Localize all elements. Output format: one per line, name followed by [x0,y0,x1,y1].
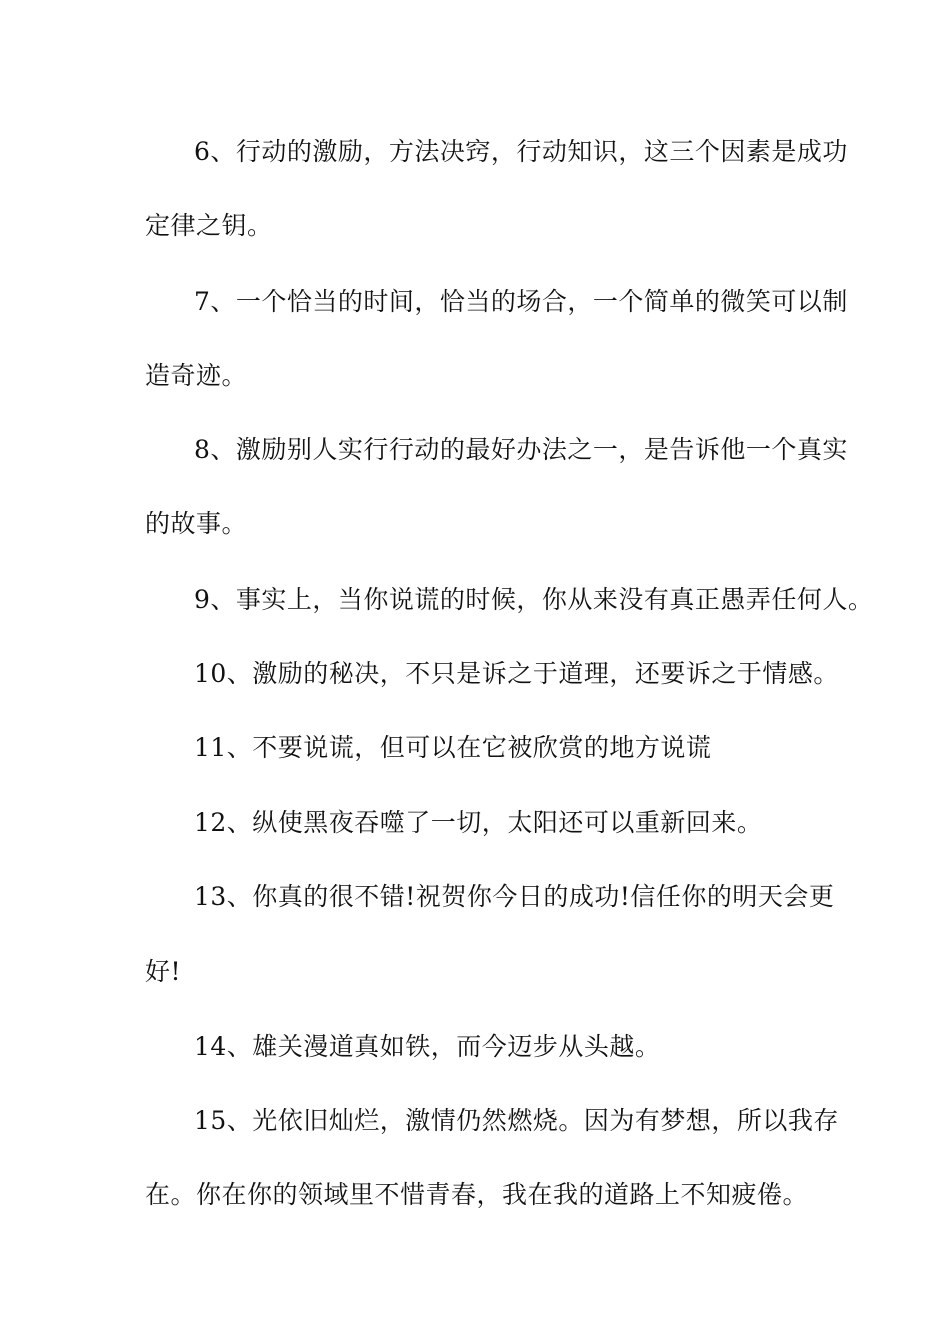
paragraph-12-line-1: 12、纵使黑夜吞噬了一切，太阳还可以重新回来。 [194,808,763,837]
paragraph-8-line-1: 8、激励别人实行行动的最好办法之一，是告诉他一个真实 [194,435,848,464]
paragraph-9-line-1: 9、事实上，当你说谎的时候，你从来没有真正愚弄任何人。 [194,585,874,614]
paragraph-14-line-1: 14、雄关漫道真如铁，而今迈步从头越。 [194,1032,661,1061]
paragraph-15-line-2: 在。你在你的领域里不惜青春，我在我的道路上不知疲倦。 [145,1180,809,1209]
paragraph-10-line-1: 10、激励的秘决，不只是诉之于道理，还要诉之于情感。 [194,659,839,688]
paragraph-15-line-1: 15、光依旧灿烂，激情仍然燃烧。因为有梦想，所以我存 [194,1106,839,1135]
paragraph-7-line-2: 造奇迹。 [145,361,248,390]
paragraph-13-line-2: 好! [145,957,182,986]
paragraph-8-line-2: 的故事。 [145,509,248,538]
paragraph-13-line-1: 13、你真的很不错!祝贺你今日的成功!信任你的明天会更 [194,882,835,911]
paragraph-7-line-1: 7、一个恰当的时间，恰当的场合，一个简单的微笑可以制 [194,287,848,316]
paragraph-6-line-1: 6、行动的激励，方法决窍，行动知识，这三个因素是成功 [194,137,848,166]
paragraph-11-line-1: 11、不要说谎，但可以在它被欣赏的地方说谎 [194,733,712,762]
paragraph-6-line-2: 定律之钥。 [145,211,273,240]
